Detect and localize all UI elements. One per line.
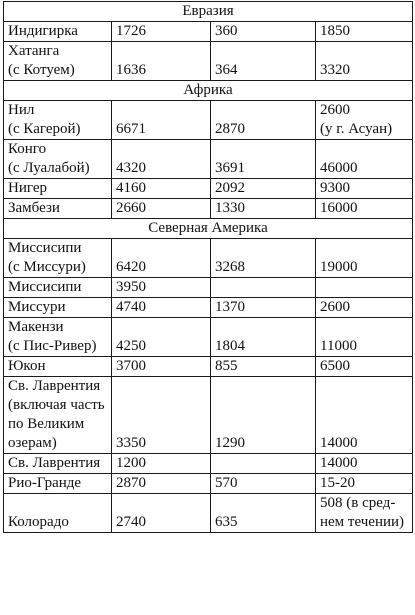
river-name-cell-line: Св. Лаврентия (8, 455, 101, 471)
river-name-cell (4, 454, 112, 474)
river-name-cell-line: по Великим (8, 416, 85, 432)
basin-area-cell: 1804 (211, 318, 316, 357)
river-name-cell-line: Колорадо (8, 514, 69, 530)
river-length-cell: 6671 (112, 101, 211, 140)
river-name-cell-line: Миссури (8, 299, 66, 315)
discharge-cell-line: 15-20 (320, 475, 355, 491)
discharge-cell-line: 46000 (320, 160, 358, 176)
discharge-cell-line: 508 (в сред- (320, 495, 396, 511)
river-name-cell (4, 298, 112, 318)
river-name-cell-line: Замбези (8, 200, 60, 216)
table-row (4, 199, 413, 219)
river-length-cell: 4160 (112, 179, 211, 199)
river-table-body (4, 2, 413, 533)
river-name-cell-line: Конго (8, 141, 47, 157)
river-name-cell-line: Нигер (8, 180, 47, 196)
river-name-cell-line: Макензи (8, 319, 64, 335)
discharge-cell (316, 454, 413, 474)
basin-area-cell: 360 (211, 22, 316, 42)
discharge-cell (316, 278, 413, 298)
table-row (4, 22, 413, 42)
discharge-cell-line: 3320 (320, 62, 350, 78)
table-row (4, 179, 413, 199)
discharge-cell-line: 6500 (320, 358, 350, 374)
river-length-cell: 1200 (112, 454, 211, 474)
river-name-cell-line: Рио-Гранде (8, 475, 82, 491)
river-name-cell-line: (с Котуем) (8, 62, 75, 78)
river-name-cell-line: (с Пис-Ривер) (8, 338, 97, 354)
river-name-cell-line: Хатанга (8, 43, 60, 59)
river-name-cell (4, 357, 112, 377)
basin-area-cell: 3691 (211, 140, 316, 179)
river-length-cell: 3700 (112, 357, 211, 377)
basin-area-cell: 364 (211, 42, 316, 81)
river-name-cell-line: Юкон (8, 358, 46, 374)
discharge-cell (316, 22, 413, 42)
river-name-cell (4, 42, 112, 81)
river-length-cell: 2660 (112, 199, 211, 219)
river-name-cell (4, 199, 112, 219)
table-row (4, 101, 413, 140)
discharge-cell-line: (у г. Асуан) (320, 121, 393, 137)
river-length-cell: 2740 (112, 494, 211, 533)
river-name-cell (4, 318, 112, 357)
river-length-cell: 2870 (112, 474, 211, 494)
table-row (4, 42, 413, 81)
river-name-cell (4, 474, 112, 494)
table-row (4, 357, 413, 377)
table-row (4, 140, 413, 179)
discharge-cell (316, 199, 413, 219)
region-header-row (4, 81, 413, 101)
basin-area-cell (211, 454, 316, 474)
river-length-cell: 1636 (112, 42, 211, 81)
table-row (4, 298, 413, 318)
discharge-cell-line: 9300 (320, 180, 350, 196)
river-name-cell (4, 239, 112, 278)
river-name-cell-line: (включая часть (8, 397, 105, 413)
river-length-cell: 3350 (112, 377, 211, 454)
basin-area-cell: 855 (211, 357, 316, 377)
discharge-cell-line: 2600 (320, 102, 350, 118)
table-row (4, 377, 413, 454)
river-name-cell-line: Миссисипи (8, 279, 82, 295)
basin-area-cell: 3268 (211, 239, 316, 278)
basin-area-cell: 1330 (211, 199, 316, 219)
basin-area-cell: 570 (211, 474, 316, 494)
discharge-cell-line: 11000 (320, 338, 357, 354)
discharge-cell (316, 42, 413, 81)
table-row (4, 494, 413, 533)
table-row (4, 474, 413, 494)
table-row (4, 318, 413, 357)
basin-area-cell: 635 (211, 494, 316, 533)
river-name-cell (4, 179, 112, 199)
river-name-cell-line: (с Кагерой) (8, 121, 81, 137)
region-header-row (4, 219, 413, 239)
river-name-cell (4, 140, 112, 179)
discharge-cell (316, 179, 413, 199)
region-header: Африка (4, 81, 413, 101)
basin-area-cell: 1370 (211, 298, 316, 318)
river-name-cell-line: Св. Лаврентия (8, 378, 101, 394)
river-name-cell-line: Индигирка (8, 23, 78, 39)
region-header: Евразия (4, 2, 413, 22)
discharge-cell-line: 2600 (320, 299, 350, 315)
basin-area-cell: 2870 (211, 101, 316, 140)
river-name-cell-line: Нил (8, 102, 35, 118)
discharge-cell-line: нем течении) (320, 514, 405, 530)
discharge-cell (316, 318, 413, 357)
table-row (4, 239, 413, 278)
river-length-cell: 4740 (112, 298, 211, 318)
river-name-cell (4, 494, 112, 533)
discharge-cell (316, 298, 413, 318)
river-name-cell-line: (с Луалабой) (8, 160, 90, 176)
region-header: Северная Америка (4, 219, 413, 239)
table-row (4, 278, 413, 298)
river-length-cell: 1726 (112, 22, 211, 42)
discharge-cell-line: 16000 (320, 200, 358, 216)
discharge-cell (316, 377, 413, 454)
discharge-cell (316, 494, 413, 533)
discharge-cell (316, 101, 413, 140)
basin-area-cell: 2092 (211, 179, 316, 199)
river-length-cell: 3950 (112, 278, 211, 298)
basin-area-cell (211, 278, 316, 298)
river-length-cell: 4250 (112, 318, 211, 357)
river-length-cell: 4320 (112, 140, 211, 179)
basin-area-cell: 1290 (211, 377, 316, 454)
discharge-cell-line: 19000 (320, 259, 358, 275)
discharge-cell (316, 140, 413, 179)
river-name-cell (4, 101, 112, 140)
river-name-cell (4, 278, 112, 298)
river-name-cell-line: Миссисипи (8, 240, 82, 256)
region-header-row (4, 2, 413, 22)
river-name-cell (4, 22, 112, 42)
discharge-cell-line: 1850 (320, 23, 350, 39)
river-name-cell-line: (с Миссури) (8, 259, 86, 275)
discharge-cell (316, 357, 413, 377)
river-name-cell-line: озерам) (8, 435, 57, 451)
river-length-cell: 6420 (112, 239, 211, 278)
discharge-cell (316, 474, 413, 494)
discharge-cell-line: 14000 (320, 455, 358, 471)
table-row (4, 454, 413, 474)
discharge-cell-line: 14000 (320, 435, 358, 451)
river-name-cell (4, 377, 112, 454)
discharge-cell (316, 239, 413, 278)
river-data-table (3, 1, 413, 533)
